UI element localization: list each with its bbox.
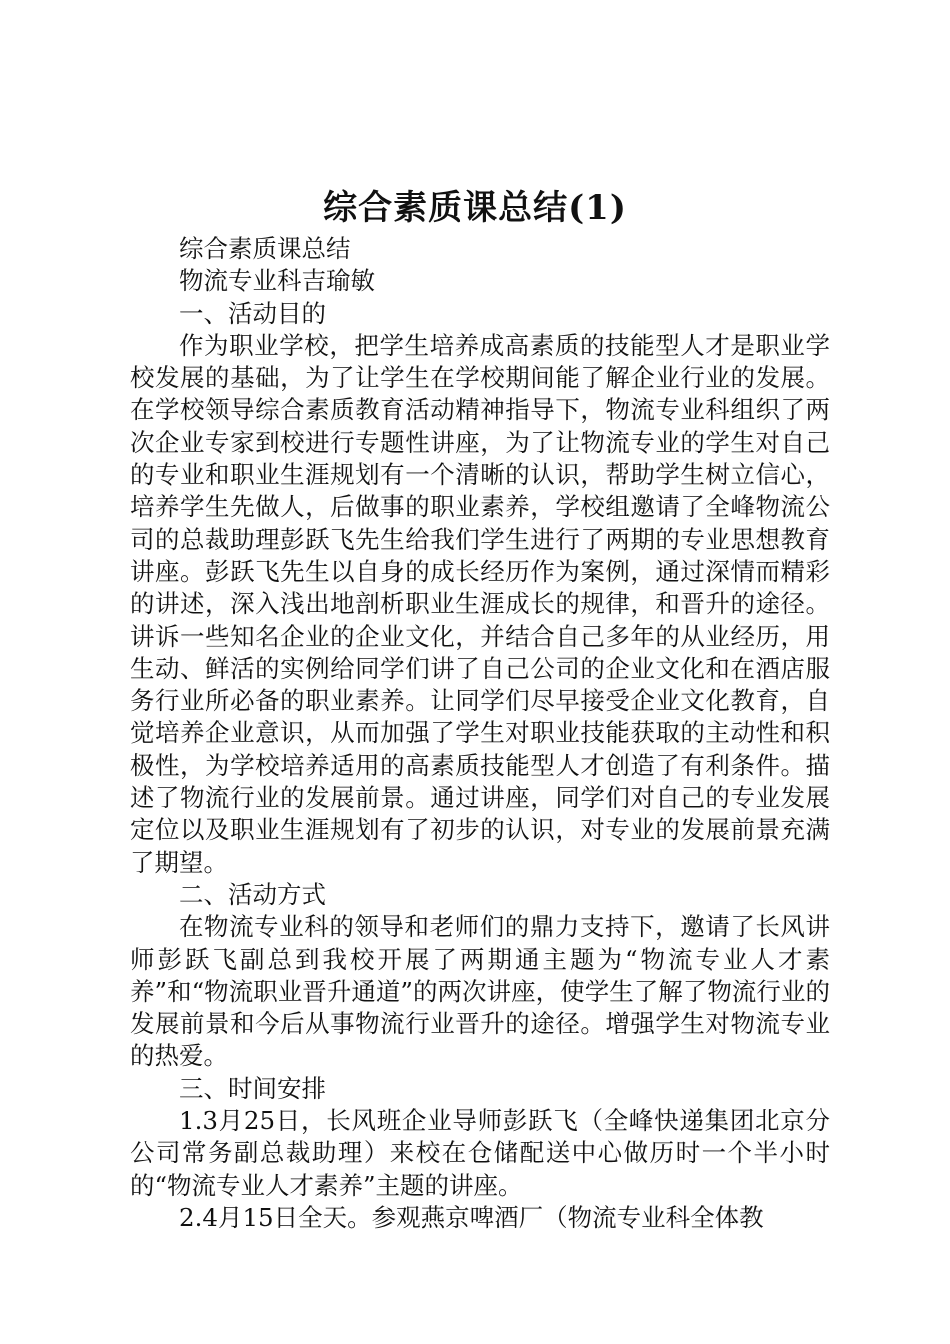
paragraph-purpose: 作为职业学校，把学生培养成高素质的技能型人才是职业学校发展的基础，为了让学生在学校期间能了解企业行业的发展。在学校领导综合素质教育活动精神指导下，物流专业科组织了两次企业专家到校进行专题性讲座，为了让物流专业的学生对自己的专业和职业生涯规划有一个清晰的认识，帮助学生树立信心，培养学生先做人，后做事的职业素养，学校组邀请了全峰物流公司的总裁助理彭跃飞先生给我们学生进行了两期的专业思想教育讲座。彭跃飞先生以自身的成长经历作为案例，通过深情而精彩的讲述，深入浅出地剖析职业生涯成长的规律，和晋升的途径。讲诉一些知名企业的企业文化，并结合自己多年的从业经历，用生动、鲜活的实例给同学们讲了自己公司的企业文化和在酒店服务行业所必备的职业素养。让同学们尽早接受企业文化教育，自觉培养企业意识，从而加强了学生对职业技能获取的主动性和积极性，为学校培养适用的高素质技能型人才创造了有利条件。描述了物流行业的发展前景。通过讲座，同学们对自己的专业发展定位以及职业生涯规划有了初步的认识，对专业的发展前景充满了期望。 — [130, 330, 830, 877]
section-heading-method: 二、活动方式 — [179, 879, 326, 909]
document-title: 综合素质课总结(1) — [323, 188, 627, 228]
schedule-item-1: 1.3月25日，长风班企业导师彭跃飞（全峰快递集团北京分公司常务副总裁助理）来校在仓储配送中心做历时一个半小时的“物流专业人才素养”主题的讲座。 — [130, 1106, 830, 1200]
section-heading-purpose: 一、活动目的 — [179, 298, 326, 328]
section-heading-schedule: 三、时间安排 — [179, 1073, 326, 1103]
document-body — [130, 233, 830, 1234]
paragraph-method: 在物流专业科的领导和老师们的鼎力支持下，邀请了长风讲师彭跃飞副总到我校开展了两期通主题为“物流专业人才素养”和“物流职业晋升通道”的两次讲座，使学生了解了物流行业的发展前景和今后从事物流行业晋升的途径。增强学生对物流专业的热爱。 — [130, 912, 830, 1071]
author-line: 物流专业科吉瑜敏 — [179, 266, 375, 296]
subtitle-line: 综合素质课总结 — [179, 234, 351, 263]
schedule-item-2: 2.4月15日全天。参观燕京啤酒厂（物流专业科全体教 — [179, 1202, 764, 1232]
